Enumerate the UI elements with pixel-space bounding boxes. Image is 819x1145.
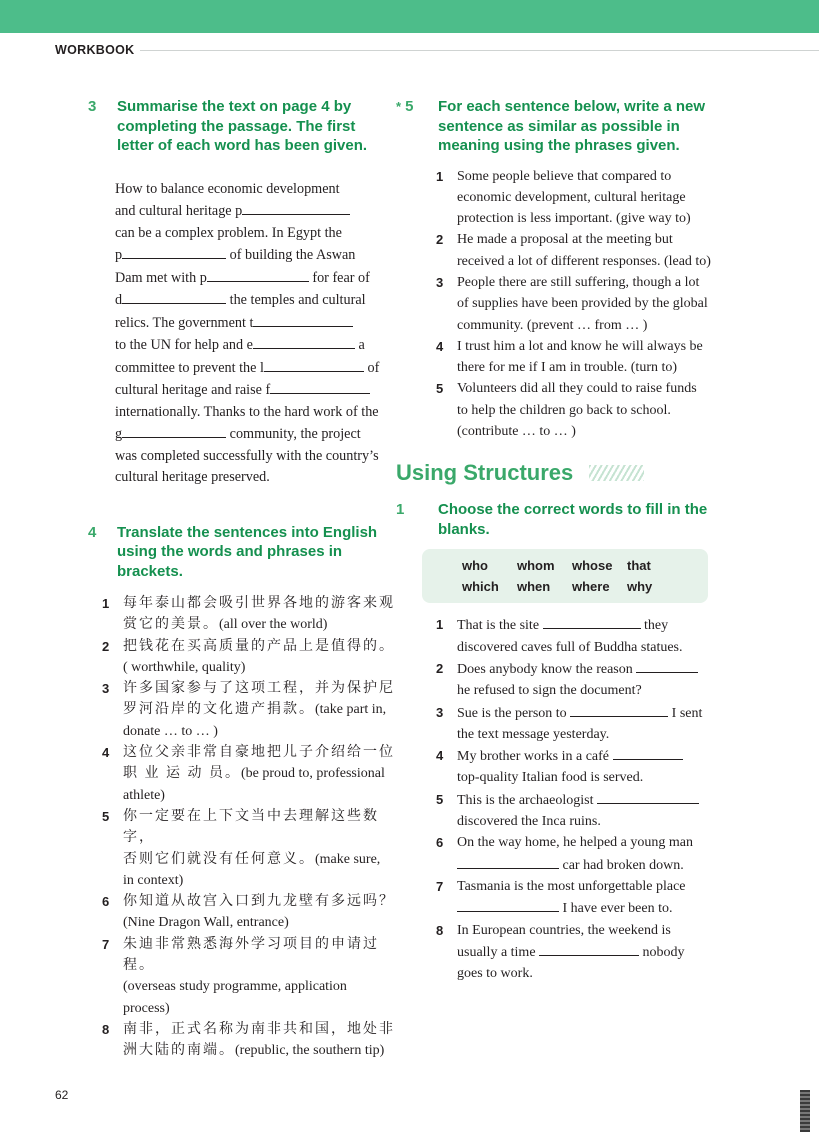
blank[interactable] [122,423,226,438]
decorative-stripes [589,465,644,481]
star-icon: * [396,99,402,114]
blank[interactable] [613,745,683,760]
list-item: 8 南非，正式名称为南非共和国，地处非 洲大陆的南端。(republic, the southern tip) [102,1021,395,1059]
right-column [396,97,718,984]
list-item: 2 He made a proposal at the meeting but received a lot of different responses. (lead to) [436,232,711,269]
blank[interactable] [253,312,353,327]
question-4-heading [88,523,396,582]
blank[interactable] [457,854,559,869]
list-item: 6 On the way home, he helped a young man car had broken down. [436,835,693,873]
blank[interactable] [264,357,364,372]
word-option: which [462,579,499,595]
rewrite-list [396,166,718,443]
blank[interactable] [270,379,370,394]
question-4 [88,523,396,1062]
list-item: 4 这位父亲非常自豪地把儿子介绍给一位 职 业 运 动 员。(be proud to, professional athlete) [102,745,395,803]
blank[interactable] [543,614,641,629]
edge-marker [800,1090,810,1132]
question-5-heading [396,97,718,156]
word-option: when [517,579,551,595]
question-instruction: Choose the correct words to fill in the blanks. [438,501,708,538]
question-number: 3 [88,98,97,115]
list-item: 7 Tasmania is the most unforgettable place I have ever been to. [436,878,686,917]
blank[interactable] [539,941,639,956]
list-item: 4 I trust him a lot and know he will always be there for me if I am in trouble. (turn to) [436,338,703,376]
structures-question-1 [396,500,718,984]
blank[interactable] [457,897,559,912]
list-item: 6 你知道从故宫入口到九龙壁有多远吗？ (Nine Dragon Wall, entrance) [102,894,395,931]
question-instruction: Translate the sentences into English using the words and phrases in brackets. [117,523,378,580]
list-item: 1 每年泰山都会吸引世界各地的游客来观 赏它的美景。(all over the world) [102,596,395,633]
top-color-bar [0,0,819,33]
list-item: 8 In European countries, the weekend is usually a time nobody goes to work. [436,922,685,982]
blank[interactable] [597,789,699,804]
left-column [88,97,396,1062]
blank[interactable] [636,658,698,673]
question-3-heading [88,97,396,156]
page-number: 62 [55,1088,69,1102]
list-item: 5 Volunteers did all they could to raise funds to help the children go back to school. (contribute … to … ) [436,381,697,440]
list-item: 3 People there are still suffering, though a lot of supplies have been provided by the global community. (prevent … from … ) [436,274,708,333]
word-option: why [627,579,653,595]
word-option: who [462,558,488,574]
list-item: 3 许多国家参与了这项工程，并为保护尼 罗河沿岸的文化遗产捐款。(take part in, donate … to … ) [102,681,395,739]
header-divider [140,50,819,51]
workbook-header: WORKBOOK [55,43,135,57]
word-option: where [572,579,610,595]
section-title: Using Structures [396,460,718,486]
list-item: 5 你一定要在上下文当中去理解这些数字， 否则它们就没有任何意义。(make sure, in context) [102,808,381,888]
list-item: 1 That is the site they discovered caves full of Buddha statues. [436,614,718,658]
blank[interactable] [570,702,668,717]
blank[interactable] [242,200,350,215]
question-instruction: For each sentence below, write a new sentence as similar as possible in meaning using the phrases given. [438,98,706,154]
list-item: 2 把钱花在买高质量的产品上是值得的。 ( worthwhile, quality) [102,638,395,675]
structures-question-heading [396,500,718,539]
blank[interactable] [122,244,226,259]
blank[interactable] [122,289,226,304]
word-option: that [627,558,651,574]
question-instruction: Summarise the text on page 4 by completing the passage. The first letter of each word has been given. [117,98,368,154]
question-number: * 5 [396,98,414,115]
list-item: 4 My brother works in a café top-quality Italian food is served. [436,745,718,789]
question-number: 4 [88,523,97,541]
word-option: whose [572,558,613,574]
question-number: 1 [396,501,405,519]
list-item: 2 Does anybody know the reason he refused to sign the document? [436,658,718,702]
question-5 [396,97,718,442]
question-3 [88,97,396,489]
word-bank [422,549,708,603]
blank[interactable] [253,334,355,349]
blank[interactable] [207,267,309,282]
fill-blank-list [396,614,718,984]
summary-passage: How to balance economic development and cultural heritage p can be a complex problem. In Egypt the p of building the Aswan Dam met with p for fear of d the temples and cultural relics. The government t to the UN for help and e a committee to prevent the l of cultural heritage and raise f internationally. Thanks to the hard work of the g community, the project was completed successfully with the country’s cultural heritage preserved. [115,180,380,485]
list-item: 3 Sue is the person to I sent the text message yesterday. [436,702,718,746]
translation-list [88,593,396,1062]
list-item: 5 This is the archaeologist discovered the Inca ruins. [436,789,718,833]
word-option: whom [517,558,555,574]
list-item: 1 Some people believe that compared to economic development, cultural heritage protection is less important. (give way to) [436,168,691,227]
list-item: 7 朱迪非常熟悉海外学习项目的申请过程。 (overseas study programme, application process) [102,936,379,1016]
